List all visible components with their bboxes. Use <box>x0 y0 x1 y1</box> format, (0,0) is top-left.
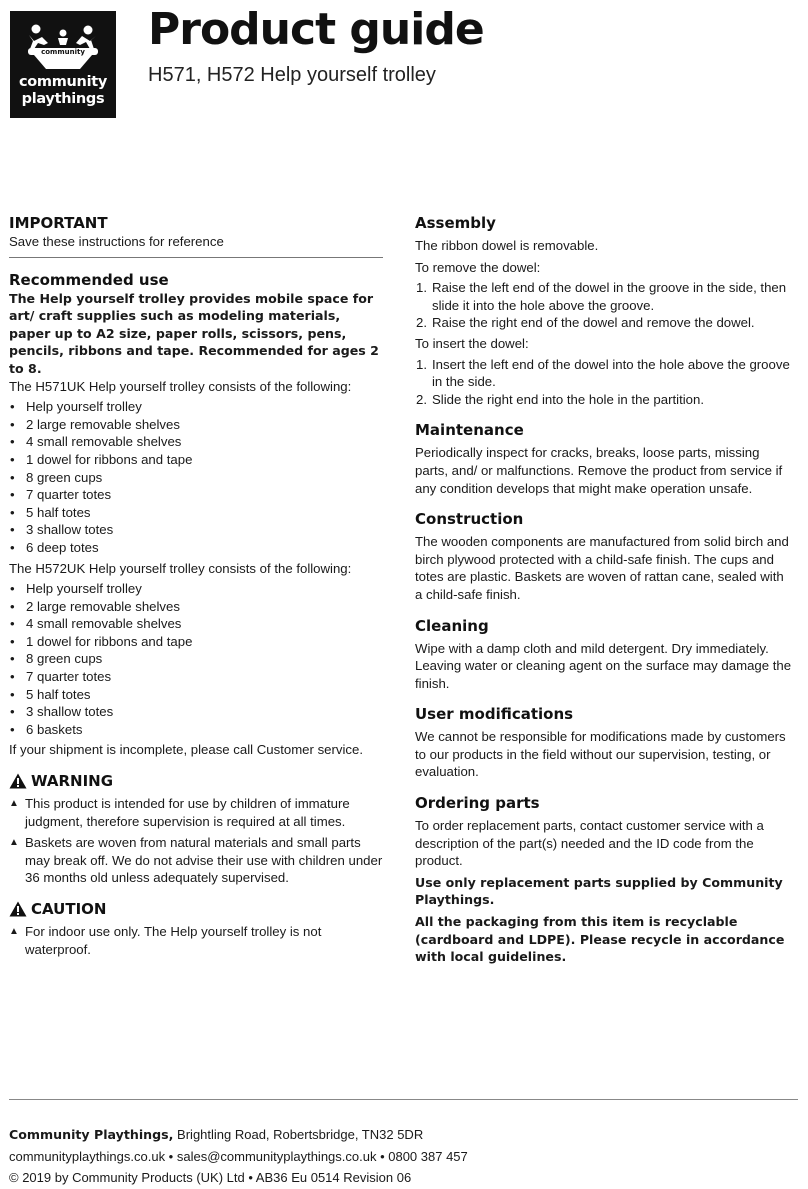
maintenance-text: Periodically inspect for cracks, breaks, loose parts, missing parts, and/ or malfunctions. Remove the product from service if any condition develops that might make operation unsafe. <box>415 445 783 496</box>
children-at-table-icon <box>24 21 102 73</box>
list-item: • Help yourself trolley <box>9 398 383 416</box>
warning-item <box>9 795 383 830</box>
step-text: Insert the left end of the dowel into the hole above the groove in the side. <box>432 356 790 390</box>
small-triangle-icon: ▲ <box>9 837 19 849</box>
maintenance-heading: Maintenance <box>415 421 524 440</box>
list-item: • 4 small removable shelves <box>9 615 383 633</box>
assembly-heading: Assembly <box>415 214 496 232</box>
footer-copyright: © 2019 by Community Products (UK) Ltd • AB36 Eu 0514 Revision 06 <box>9 1170 412 1185</box>
user-modifications-text: We cannot be responsible for modifications made by customers to our products in the field without our supervision, testing, or evaluation. <box>415 729 786 780</box>
footer-address-line <box>9 1124 799 1146</box>
step-text: Slide the right end into the hole in the partition. <box>432 391 704 407</box>
replacement-parts-note: Use only replacement parts supplied by Community Playthings. <box>415 874 783 908</box>
remove-dowel-steps <box>415 279 793 332</box>
list-item: • 2 large removable shelves <box>9 598 383 616</box>
section-divider <box>9 257 383 258</box>
h572-contents-list <box>9 580 383 738</box>
logo-badge-text: community <box>41 48 85 56</box>
page-subtitle: H571, H572 Help yourself trolley <box>148 64 436 86</box>
warning-item <box>9 834 383 887</box>
list-item: • 6 baskets <box>9 721 383 739</box>
list-item: • 2 large removable shelves <box>9 416 383 434</box>
construction-section <box>415 509 793 603</box>
recommended-use-intro: The Help yourself trolley provides mobile space for art/ craft supplies such as modeling materials, paper up to A2 size, paper rolls, scissors, pens, pencils, ribbons and tape. Recommended for ages 2 to 8. <box>9 290 379 376</box>
list-item: • 1 dowel for ribbons and tape <box>9 451 383 469</box>
caution-list <box>9 923 383 958</box>
assembly-intro: The ribbon dowel is removable. <box>415 238 599 253</box>
user-modifications-section <box>415 704 793 781</box>
warning-heading: WARNING <box>31 772 114 791</box>
cleaning-text: Wipe with a damp cloth and mild detergent. Dry immediately. Leaving water or cleaning agent on the surface may damage the finish. <box>415 640 792 691</box>
step-number: 1. <box>416 356 427 372</box>
logo-line-2: playthings <box>21 91 105 107</box>
list-item: • 4 small removable shelves <box>9 433 383 451</box>
step-item <box>415 356 793 391</box>
warning-header <box>9 771 383 791</box>
step-text: Raise the right end of the dowel and remove the dowel. <box>432 315 755 331</box>
important-heading: IMPORTANT <box>9 214 108 232</box>
list-item: • 7 quarter totes <box>9 668 383 686</box>
important-note: Save these instructions for reference <box>9 234 224 249</box>
small-triangle-icon: ▲ <box>9 926 19 937</box>
warning-section <box>9 771 383 887</box>
insert-dowel-steps <box>415 356 793 409</box>
h571-contents-intro: The H571UK Help yourself trolley consists of the following: <box>9 378 352 394</box>
list-item: • 6 deep totes <box>9 539 383 557</box>
ordering-parts-section <box>415 793 793 966</box>
logo-wordmark <box>10 74 116 108</box>
warning-item-text: Baskets are woven from natural materials and small parts may break off. We do not advise their use with children under 36 months old unless adequately supervised. <box>25 835 383 886</box>
insert-dowel-label: To insert the dowel: <box>415 335 529 351</box>
step-item <box>415 279 793 314</box>
important-section <box>9 213 383 258</box>
list-item: • 8 green cups <box>9 469 383 487</box>
caution-heading: CAUTION <box>31 900 107 918</box>
list-item: • 5 half totes <box>9 686 383 704</box>
footer <box>9 1124 799 1189</box>
cleaning-heading: Cleaning <box>415 616 489 635</box>
cleaning-section <box>415 616 793 693</box>
footer-address: Brightling Road, Robertsbridge, TN32 5DR <box>173 1127 424 1142</box>
warning-item-text: This product is intended for use by children of immature judgment, therefore supervision is required at all times. <box>25 796 350 829</box>
step-number: 2. <box>416 391 427 407</box>
step-item <box>415 314 793 332</box>
list-item: • 3 shallow totes <box>9 521 383 539</box>
logo-line-1: community <box>18 74 108 90</box>
caution-item-text: For indoor use only. The Help yourself trolley is not waterproof. <box>25 924 322 957</box>
caution-triangle-icon <box>9 901 27 917</box>
maintenance-section <box>415 420 793 497</box>
page-title: Product guide <box>148 4 484 55</box>
list-item: • 1 dowel for ribbons and tape <box>9 633 383 651</box>
footer-contact: communityplaythings.co.uk • sales@communityplaythings.co.uk • 0800 387 457 <box>9 1148 468 1164</box>
list-item: • 7 quarter totes <box>9 486 383 504</box>
ordering-parts-heading: Ordering parts <box>415 794 540 813</box>
recommended-use-section <box>9 270 383 759</box>
construction-heading: Construction <box>415 510 524 529</box>
step-text: Raise the left end of the dowel in the groove in the side, then slide it into the hole above the groove. <box>432 280 787 313</box>
construction-text: The wooden components are manufactured from solid birch and birch plywood protected with a child-safe finish. The cups and totes are plastic. Baskets are woven of rattan cane, sealed with a child-safe finish. <box>415 534 789 602</box>
company-logo <box>10 11 116 118</box>
ordering-parts-text: To order replacement parts, contact customer service with a description of the part(s) needed and the ID code from the product. <box>415 818 764 869</box>
list-item: • 3 shallow totes <box>9 703 383 721</box>
remove-dowel-label: To remove the dowel: <box>415 259 541 275</box>
h572-contents-intro: The H572UK Help yourself trolley consists of the following: <box>9 560 352 576</box>
recommended-use-heading: Recommended use <box>9 270 169 289</box>
step-number: 1. <box>416 280 427 296</box>
footer-company: Community Playthings, <box>9 1127 174 1142</box>
warning-list <box>9 795 383 887</box>
list-item: • 8 green cups <box>9 650 383 668</box>
caution-item <box>9 923 383 958</box>
small-triangle-icon: ▲ <box>9 798 19 810</box>
h571-contents-list <box>9 398 383 556</box>
right-column <box>415 213 793 966</box>
warning-triangle-icon <box>9 773 27 789</box>
list-item: • 5 half totes <box>9 504 383 522</box>
step-item <box>415 391 793 409</box>
user-modifications-heading: User modifications <box>415 705 574 724</box>
assembly-section <box>415 213 793 408</box>
recycling-note: All the packaging from this item is recyclable (cardboard and LDPE). Please recycle in accordance with local guidelines. <box>415 914 785 965</box>
list-item: • Help yourself trolley <box>9 580 383 598</box>
incomplete-shipment-note: If your shipment is incomplete, please call Customer service. <box>9 742 364 758</box>
caution-section <box>9 899 383 958</box>
step-number: 2. <box>416 315 427 331</box>
caution-header <box>9 899 383 919</box>
left-column <box>9 213 383 962</box>
footer-divider <box>9 1099 798 1100</box>
